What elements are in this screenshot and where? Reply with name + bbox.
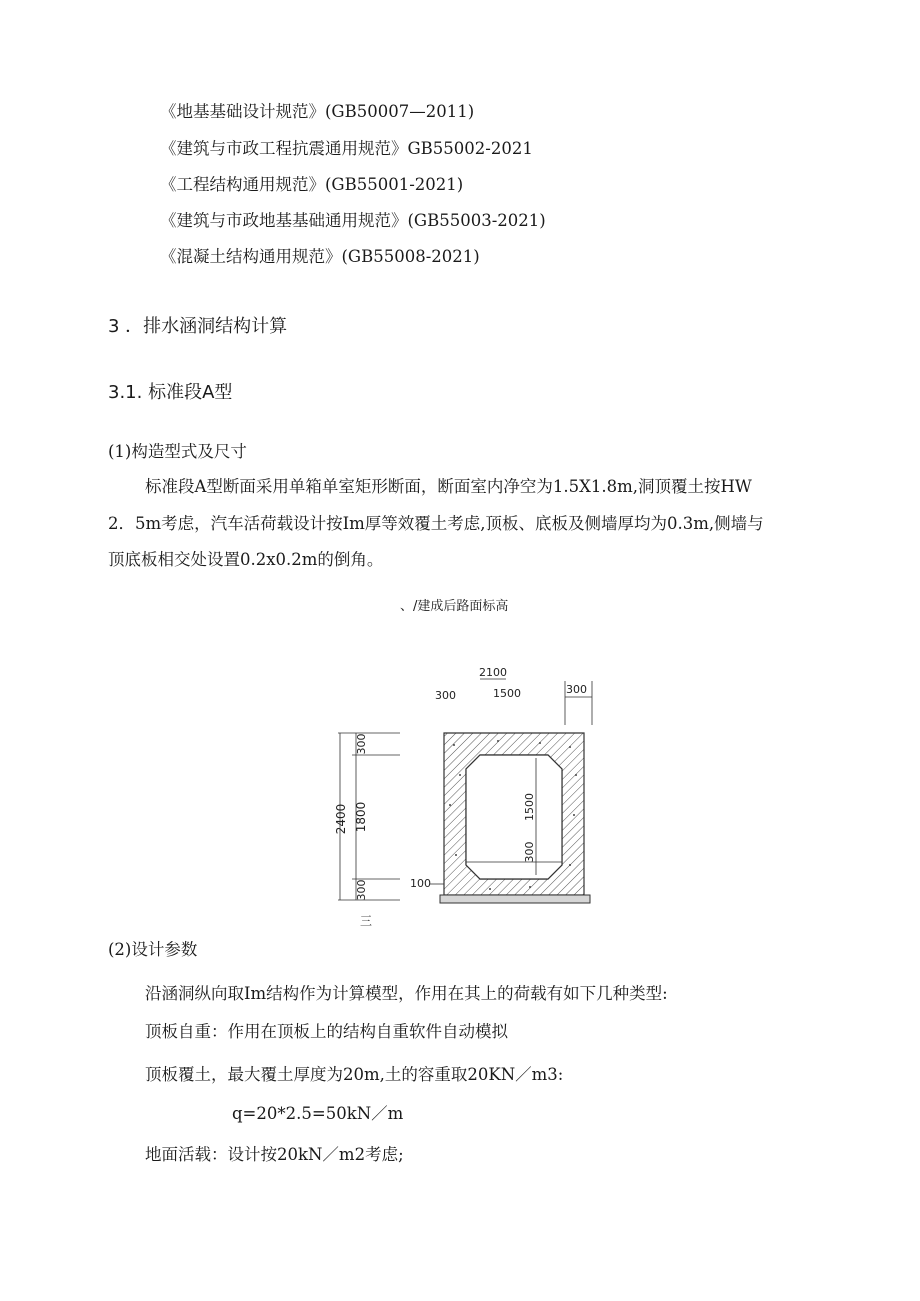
part-2-line-1: 沿涵洞纵向取Im结构作为计算模型，作用在其上的荷载有如下几种类型: xyxy=(145,984,668,1003)
dim-cushion: 100 xyxy=(410,877,431,890)
section-3-1-heading: 3.1. 标准段A型 xyxy=(108,382,233,403)
dim-bottom-slab: 300 xyxy=(355,879,368,901)
part-1-paragraph-line-1: 标准段A型断面采用单箱单室矩形断面，断面室内净空为1.5X1.8m,洞顶覆土按HW xyxy=(145,477,752,496)
dim-wall-right: 300 xyxy=(566,683,587,696)
dim-clear-width: 1500 xyxy=(493,687,521,700)
culvert-section-figure xyxy=(330,655,610,935)
part-2-line-3: 顶板覆土，最大覆土厚度为20m,土的容重取20KN／m3: xyxy=(145,1065,564,1084)
dim-inner-300: 300 xyxy=(523,841,536,863)
part-2-formula: q=20*2.5=50kN／m xyxy=(232,1104,404,1123)
culvert-cushion xyxy=(440,895,590,903)
reference-3: 《工程结构通用规范》(GB55001-2021) xyxy=(160,175,464,194)
dim-clear-height: 1800 xyxy=(354,801,368,833)
section-3-heading: 3 ．排水涵洞结构计算 xyxy=(108,316,288,337)
part-1-title: (1)构造型式及尺寸 xyxy=(108,442,247,461)
reference-1: 《地基基础设计规范》(GB50007—2011) xyxy=(160,102,475,121)
part-1-paragraph-line-2: 2．5m考虑，汽车活荷载设计按Im厚等效覆土考虑,顶板、底板及侧墙厚均为0.3m,侧墙与 xyxy=(108,514,764,533)
dim-total-height: 2400 xyxy=(334,803,348,835)
dim-wall-left: 300 xyxy=(435,689,456,702)
part-1-paragraph-line-3: 顶底板相交处设置0.2x0.2m的倒角。 xyxy=(108,550,384,569)
part-2-line-5: 地面活载：设计按20kN／m2考虑; xyxy=(145,1145,404,1164)
reference-5: 《混凝土结构通用规范》(GB55008-2021) xyxy=(160,247,480,266)
ground-mark: 三 xyxy=(360,914,373,928)
part-2-line-2: 顶板自重：作用在顶板上的结构自重软件自动模拟 xyxy=(145,1022,508,1041)
reference-2: 《建筑与市政工程抗震通用规范》GB55002-2021 xyxy=(160,139,533,158)
figure-caption: 、/建成后路面标高 xyxy=(400,599,509,614)
reference-4: 《建筑与市政地基基础通用规范》(GB55003-2021) xyxy=(160,211,546,230)
dim-top-slab: 300 xyxy=(355,733,368,755)
culvert-opening xyxy=(466,755,562,879)
dim-inner-1500: 1500 xyxy=(523,793,536,821)
part-2-title: (2)设计参数 xyxy=(108,940,198,959)
dim-total-width: 2100 xyxy=(479,666,507,679)
